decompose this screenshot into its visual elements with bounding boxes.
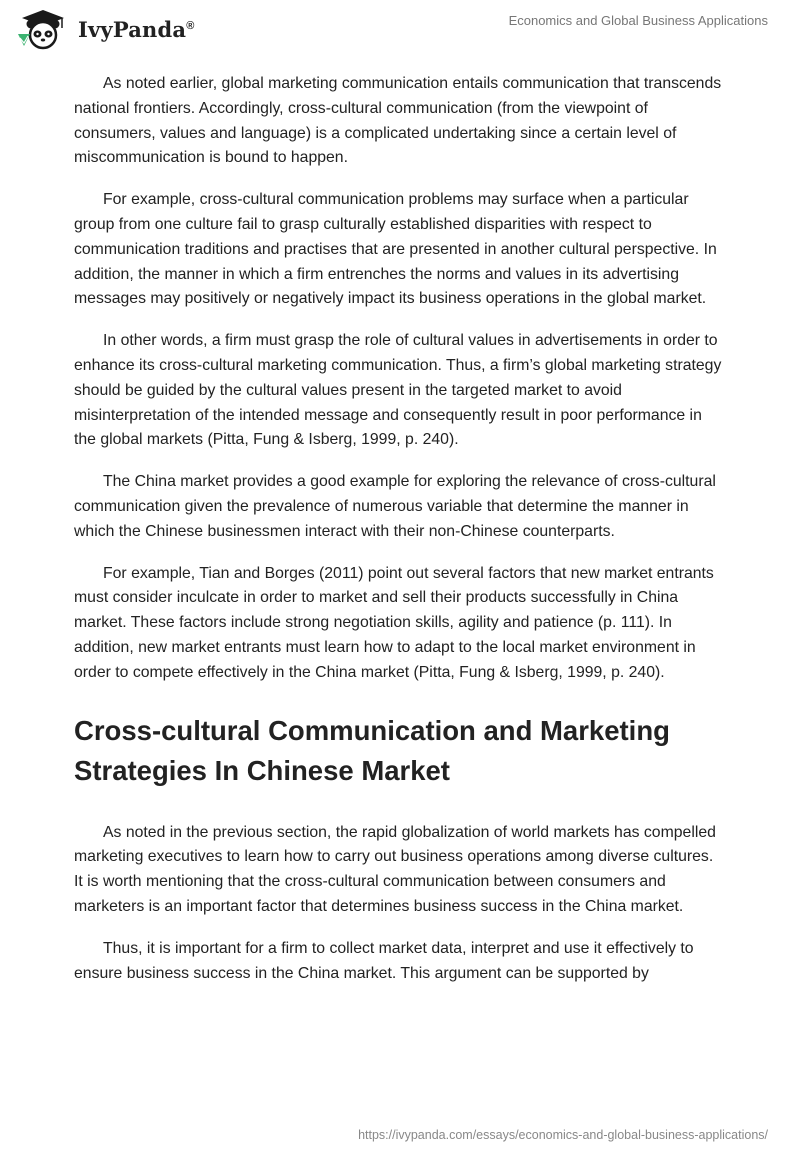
paragraph: Thus, it is important for a firm to collect market data, interpret and use it effectively to ensure business success in the China market. This argument can be supported by [74, 939, 694, 982]
registered-mark: ® [186, 19, 195, 32]
paragraph: The China market provides a good example for exploring the relevance of cross-cultural communication given the prevalence of numerous variable that determine the manner in which the Chinese businessmen interact with their non-Chinese counterparts. [74, 473, 716, 540]
paragraph: For example, Tian and Borges (2011) point out several factors that new market entrants must consider inculcate in order to market and sell their products successfully in China market. These factors include strong negotiation skills, agility and patience (p. 111). In addition, new market entrants must learn how to adapt to the local market environment in order to compete effectively in the China market (Pitta, Fung & Isberg, 1999, p. 240). [74, 564, 714, 681]
section-heading: Cross-cultural Communication and Marketing Strategies In Chinese Market [74, 714, 670, 786]
article-body [74, 72, 726, 1003]
source-url[interactable]: https://ivypanda.com/essays/economics-and-global-business-applications/ [358, 1128, 768, 1142]
paragraph: As noted earlier, global marketing communication entails communication that transcends national frontiers. Accordingly, cross-cultural communication (from the viewpoint of consumers, values and language) is a complicated undertaking since a certain level of miscommunication is bound to happen. [74, 75, 722, 167]
paragraph: As noted in the previous section, the rapid globalization of world markets has compelled marketing executives to learn how to carry out business operations among diverse cultures. It is worth mentioning that the cross-cultural communication between consumers and marketers is an important factor that determines business success in the China market. [74, 823, 716, 915]
brand-name: IvyPanda® [78, 16, 195, 42]
paragraph: In other words, a firm must grasp the role of cultural values in advertisements in order to enhance its cross-cultural marketing communication. Thus, a firm’s global marketing strategy should be guided by the cultural values present in the targeted market to avoid misinterpretation of the intended message and consequently result in poor performance in the global markets (Pitta, Fung & Isberg, 1999, p. 240). [74, 332, 722, 449]
ivypanda-logo[interactable] [14, 8, 195, 50]
paragraph: For example, cross-cultural communication problems may surface when a particular group from one culture fail to grasp culturally established disparities with respect to communication traditions and practises that are presented in another cultural perspective. In addition, the manner in which a firm entrenches the norms and values in its advertising messages may positively or negatively impact its business operations in the global market. [74, 191, 717, 308]
panda-logo-icon [14, 8, 72, 50]
page-header [0, 0, 800, 60]
document-title: Economics and Global Business Applications [508, 13, 768, 28]
